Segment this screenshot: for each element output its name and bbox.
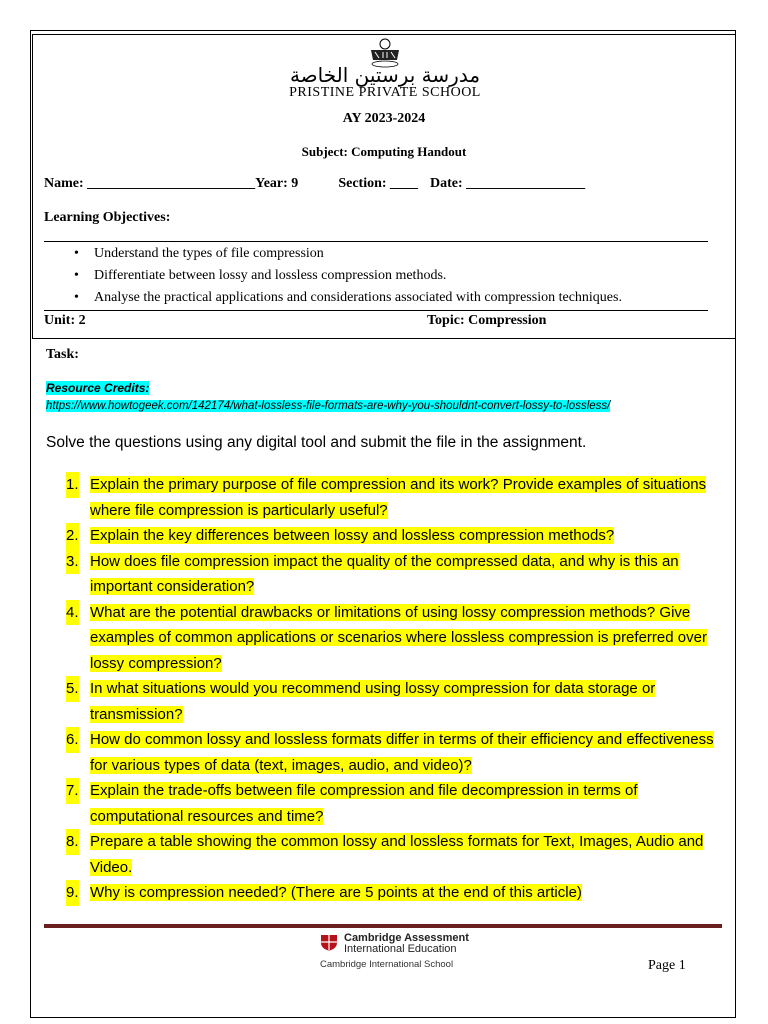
- academic-year: AY 2023-2024: [342, 111, 426, 126]
- question-item: [66, 727, 726, 778]
- question-item: [66, 523, 726, 549]
- divider: [44, 310, 708, 311]
- cambridge-shield-icon: [320, 934, 338, 951]
- school-name-arabic: مدرسة برستين الخاصة: [289, 63, 481, 87]
- date-field[interactable]: Date: _________________: [430, 176, 586, 191]
- subject-title: Subject: Computing Handout: [301, 144, 467, 159]
- year-field: Year: 9: [255, 176, 299, 191]
- questions-list: [66, 472, 726, 906]
- learning-objectives-title: Learning Objectives:: [44, 210, 171, 225]
- cambridge-line1: Cambridge Assessment: [344, 932, 469, 944]
- footer-rule: [44, 924, 722, 928]
- resource-credits-link[interactable]: https://www.howtogeek.com/142174/what-lossless-file-formats-are-why-you-shouldnt-convert-lossy-to-lossless/: [46, 400, 611, 412]
- objective-item: • Analyse the practical applications and considerations associated with compression techniques.: [72, 287, 622, 309]
- cambridge-line2: International Education: [344, 943, 457, 955]
- question-number: 8.: [66, 829, 79, 855]
- unit-label: Unit: 2: [44, 313, 86, 328]
- school-name-english: PRISTINE PRIVATE SCHOOL: [289, 85, 481, 100]
- question-text: Explain the key differences between lossy and lossless compression methods?: [90, 527, 615, 544]
- student-info-line: [44, 176, 585, 192]
- question-item: [66, 600, 726, 677]
- question-item: [66, 829, 726, 880]
- school-logo: [270, 38, 500, 100]
- question-text: Why is compression needed? (There are 5 points at the end of this article): [90, 884, 582, 901]
- question-number: 7.: [66, 778, 79, 804]
- question-item: [66, 472, 726, 523]
- school-crest-icon: [365, 38, 405, 68]
- question-item: [66, 676, 726, 727]
- resource-credits-label: Resource Credits:: [46, 381, 150, 395]
- cambridge-logo: [320, 932, 470, 972]
- task-instruction: Solve the questions using any digital tool and submit the file in the assignment.: [46, 434, 587, 451]
- question-number: 4.: [66, 600, 79, 626]
- question-item: [66, 549, 726, 600]
- topic-label: Topic: Compression: [427, 313, 547, 328]
- question-item: [66, 778, 726, 829]
- page-number: Page 1: [648, 958, 686, 973]
- section-field[interactable]: Section: ____: [338, 176, 419, 191]
- question-number: 3.: [66, 549, 79, 575]
- question-text: What are the potential drawbacks or limitations of using lossy compression methods? Give examples of common applications or scenarios where lossless compression is preferred over lossy compression?: [90, 603, 707, 672]
- question-text: Explain the primary purpose of file compression and its work? Provide examples of situations where file compression is particularly useful?: [90, 476, 707, 519]
- question-item: [66, 880, 726, 906]
- question-text: How do common lossy and lossless formats differ in terms of their efficiency and effectiveness for various types of data (text, images, audio, and video)?: [90, 731, 714, 774]
- question-number: 5.: [66, 676, 79, 702]
- question-number: 2.: [66, 523, 79, 549]
- task-label: Task:: [46, 347, 79, 362]
- question-text: In what situations would you recommend using lossy compression for data storage or transmission?: [90, 680, 656, 723]
- cambridge-school: Cambridge International School: [320, 959, 454, 970]
- question-text: How does file compression impact the quality of the compressed data, and why is this an important consideration?: [90, 552, 679, 595]
- objective-item: • Understand the types of file compression: [72, 243, 622, 265]
- name-field[interactable]: Name: ________________________: [44, 176, 256, 191]
- question-number: 9.: [66, 880, 79, 906]
- question-text: Explain the trade-offs between file compression and file decompression in terms of computational resources and time?: [90, 782, 638, 825]
- question-text: Prepare a table showing the common lossy and lossless formats for Text, Images, Audio and Video.: [90, 833, 704, 876]
- objectives-list: [72, 243, 622, 309]
- divider: [44, 241, 708, 242]
- objective-item: • Differentiate between lossy and lossless compression methods.: [72, 265, 622, 287]
- question-number: 6.: [66, 727, 79, 753]
- question-number: 1.: [66, 472, 79, 498]
